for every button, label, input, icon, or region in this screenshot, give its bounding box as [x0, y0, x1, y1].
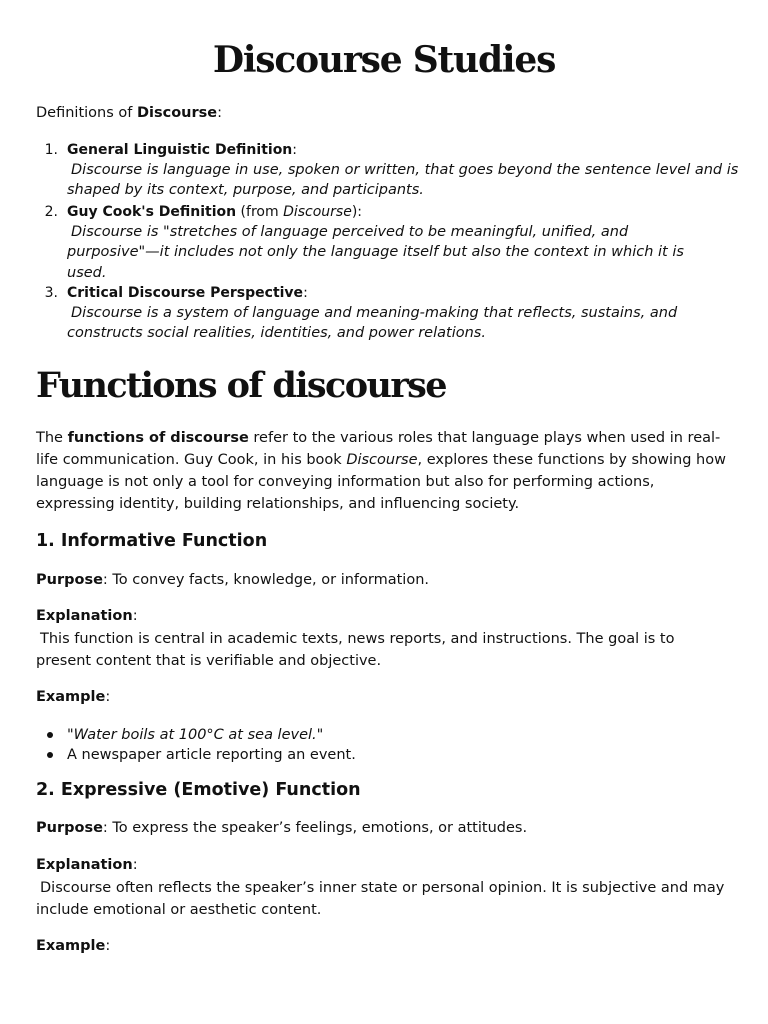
purpose-text: : To convey facts, knowledge, or information. — [102, 572, 429, 588]
example-item: "Water boils at 100°C at sea level." — [67, 727, 324, 743]
functions-heading: Functions of discourse — [36, 365, 446, 406]
purpose-text: : To express the speaker’s feelings, emotions, or attitudes. — [102, 820, 528, 836]
intro-text: , explores these functions by showing how language is not only a tool for conveying information but also for performing actions, expressing identity, building relationships, and influencing society. — [36, 452, 726, 512]
section-heading: 2. Expressive (Emotive) Function — [36, 780, 361, 800]
definitions-intro — [36, 103, 222, 123]
label-colon: : — [132, 857, 138, 873]
definition-heading-mid: (from — [236, 204, 284, 220]
explanation-text: Discourse often reflects the speaker’s inner state or personal opinion. It is subjective and may include emotional or aesthetic content. — [36, 880, 725, 918]
intro-text: The — [36, 430, 68, 446]
label-colon: : — [105, 689, 111, 705]
intro-bold: Discourse — [136, 105, 218, 121]
definition-heading-bold: Critical Discourse Perspective — [67, 285, 304, 301]
purpose-label: Purpose — [36, 820, 103, 836]
intro-text: Definitions of — [36, 105, 137, 121]
label-colon: : — [132, 608, 138, 624]
definition-heading-bold: General Linguistic Definition — [67, 142, 293, 158]
example-item: A newspaper article reporting an event. — [67, 747, 356, 763]
functions-intro-paragraph — [36, 427, 736, 515]
explanation-label — [36, 855, 138, 875]
example-label-text: Example — [36, 938, 106, 954]
definition-heading-rest: ): — [351, 204, 363, 220]
bullet-dot — [47, 752, 53, 758]
intro-suffix: : — [217, 105, 222, 121]
label-colon: : — [105, 938, 111, 954]
intro-bold: functions of discourse — [67, 430, 249, 446]
definition-heading-rest: : — [292, 142, 297, 158]
intro-text: refer to the various roles that language plays when used in real-life communication. Guy Cook, in his book — [36, 430, 721, 468]
page-title: Discourse Studies — [212, 39, 556, 81]
definition-heading — [67, 202, 362, 222]
definition-heading-bold: Guy Cook's Definition — [67, 204, 237, 220]
example-label — [36, 936, 110, 956]
definition-heading — [67, 283, 308, 303]
definition-body: Discourse is "stretches of language perceived to be meaningful, unified, and purposive"—it includes not only the language itself but also the context in which it is used. — [67, 224, 684, 281]
section-heading: 1. Informative Function — [36, 531, 268, 551]
definition-body: Discourse is language in use, spoken or written, that goes beyond the sentence level and is shaped by its context, purpose, and participants. — [67, 162, 739, 199]
purpose-label: Purpose — [36, 572, 103, 588]
explanation-label — [36, 606, 138, 626]
definition-number: 3. — [44, 285, 58, 301]
definition-number: 2. — [44, 204, 58, 220]
definition-number: 1. — [44, 142, 58, 158]
example-label-text: Example — [36, 689, 106, 705]
explanation-label-text: Explanation — [36, 857, 133, 873]
purpose-line — [36, 570, 429, 590]
example-label — [36, 687, 110, 707]
purpose-line — [36, 818, 527, 838]
explanation-label-text: Explanation — [36, 608, 133, 624]
definition-heading-italic: Discourse — [283, 204, 352, 220]
explanation-text: This function is central in academic texts, news reports, and instructions. The goal is to present content that is verifiable and objective. — [36, 631, 675, 669]
definition-heading-rest: : — [303, 285, 308, 301]
definition-heading — [67, 140, 297, 160]
intro-italic: Discourse — [346, 452, 418, 468]
definition-body: Discourse is a system of language and meaning-making that reflects, sustains, and constructs social realities, identities, and power relations. — [67, 305, 678, 342]
bullet-dot — [47, 732, 53, 738]
